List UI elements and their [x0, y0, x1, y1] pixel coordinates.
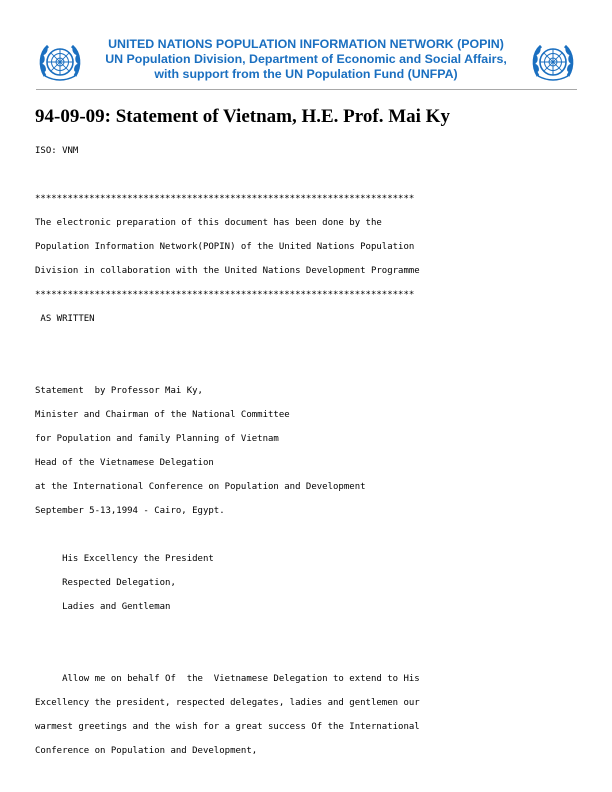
speech-body-line: Conference on Population and Development,: [35, 746, 258, 756]
header-line-2: UN Population Division, Department of Economic and Social Affairs,: [105, 52, 507, 66]
header-text: [92, 37, 520, 82]
popin-header: [36, 36, 576, 88]
as-written-note: AS WRITTEN: [35, 314, 95, 324]
iso-code-line: ISO: VNM: [35, 146, 79, 156]
header-divider: [36, 89, 577, 90]
speaker-line: at the International Conference on Population and Development: [35, 482, 366, 492]
preparation-note-line: Population Information Network(POPIN) of the United Nations Population: [35, 242, 415, 252]
speech-body-line: Allow me on behalf Of the Vietnamese Delegation to extend to His: [35, 674, 420, 684]
un-emblem-icon: [529, 38, 577, 86]
speaker-line: Statement by Professor Mai Ky,: [35, 386, 203, 396]
header-line-1: UNITED NATIONS POPULATION INFORMATION NETWORK (POPIN): [108, 37, 504, 51]
preparation-note-line: The electronic preparation of this document has been done by the: [35, 218, 382, 228]
header-line-3: with support from the UN Population Fund (UNFPA): [154, 67, 458, 81]
salutation-line: Ladies and Gentleman: [35, 602, 171, 612]
salutation-line: Respected Delegation,: [35, 578, 176, 588]
speaker-line: for Population and family Planning of Vietnam: [35, 434, 279, 444]
salutation-line: His Excellency the President: [35, 554, 214, 564]
speaker-line: Head of the Vietnamese Delegation: [35, 458, 214, 468]
preparation-note-line: Division in collaboration with the United Nations Development Programme: [35, 266, 420, 276]
un-emblem-icon: [36, 38, 84, 86]
page-title: 94-09-09: Statement of Vietnam, H.E. Prof. Mai Ky: [35, 106, 450, 127]
speaker-line: September 5-13,1994 - Cairo, Egypt.: [35, 506, 225, 516]
speech-body-line: warmest greetings and the wish for a great success Of the International: [35, 722, 420, 732]
asterisk-separator-top: **********************************************************************: [35, 194, 415, 204]
speaker-line: Minister and Chairman of the National Committee: [35, 410, 290, 420]
speech-body-line: Excellency the president, respected delegates, ladies and gentlemen our: [35, 698, 420, 708]
asterisk-separator-bottom: **********************************************************************: [35, 290, 415, 300]
